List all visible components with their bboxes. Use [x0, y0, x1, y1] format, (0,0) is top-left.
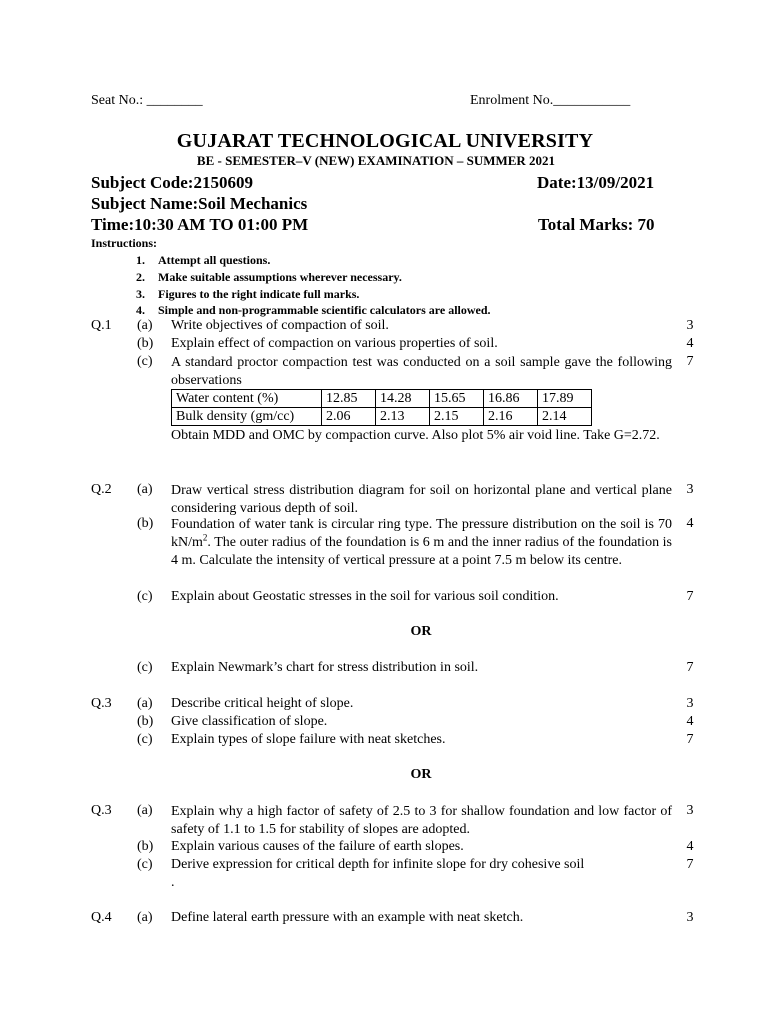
- question-marks: 3: [686, 696, 694, 711]
- question-marks: 7: [686, 732, 694, 747]
- question-text-trailing-dot: .: [171, 875, 175, 890]
- question-text: Obtain MDD and OMC by compaction curve. Also plot 5% air void line. Take G=2.72.: [171, 428, 660, 443]
- question-marks: 4: [686, 839, 694, 854]
- or-separator: OR: [410, 767, 432, 782]
- question-text: Explain about Geostatic stresses in the soil for various soil condition.: [171, 589, 559, 604]
- compaction-observations-table: [171, 389, 592, 426]
- question-marks: 3: [686, 482, 694, 497]
- question-marks: 3: [686, 803, 694, 818]
- table-cell: 2.06: [322, 408, 376, 426]
- question-text: Explain various causes of the failure of earth slopes.: [171, 839, 464, 854]
- sub-question-label: (c): [137, 589, 153, 604]
- sub-question-label: (b): [137, 516, 154, 531]
- question-text: Write objectives of compaction of soil.: [171, 318, 389, 333]
- table-cell: Bulk density (gm/cc): [172, 408, 322, 426]
- question-text: Derive expression for critical depth for infinite slope for dry cohesive soil: [171, 857, 585, 872]
- table-cell: 16.86: [484, 390, 538, 408]
- exam-title: BE - SEMESTER–V (NEW) EXAMINATION – SUMMER 2021: [196, 153, 556, 168]
- sub-question-label: (b): [137, 336, 154, 351]
- question-text: Foundation of water tank is circular ring type. The pressure distribution on the soil is 70 $kN/m^2$. The outer radius of the foundation is 6 m and the inner radius of the foundation is 4 m. Calculate the intensity of vertical pressure at a point 7.5 m below its centre.: [171, 517, 672, 568]
- sub-question-label: (c): [137, 857, 153, 872]
- exam-date: Date:13/09/2021: [537, 173, 655, 192]
- question-marks: 7: [686, 660, 694, 675]
- question-marks: 4: [686, 516, 694, 531]
- or-separator: OR: [410, 624, 432, 639]
- question-text: Explain Newmark’s chart for stress distribution in soil.: [171, 660, 479, 675]
- sub-question-label: (c): [137, 660, 153, 675]
- sub-question-label: (b): [137, 839, 154, 854]
- question-number: Q.2: [91, 482, 112, 497]
- total-marks: Total Marks: 70: [538, 215, 655, 234]
- question-text: A standard proctor compaction test was conducted on a soil sample gave the following observations: [171, 355, 672, 388]
- table-row: [172, 390, 592, 408]
- sub-question-label: (a): [137, 803, 153, 818]
- table-row: [172, 408, 592, 426]
- question-marks: 7: [686, 589, 694, 604]
- question-text: Describe critical height of slope.: [171, 696, 354, 711]
- table-cell: Water content (%): [172, 390, 322, 408]
- table-cell: 14.28: [376, 390, 430, 408]
- question-text: Draw vertical stress distribution diagram for soil on horizontal plane and vertical plane considering various depth of soil.: [171, 483, 672, 516]
- sub-question-label: (a): [137, 696, 153, 711]
- sub-question-label: (c): [137, 732, 153, 747]
- table-cell: 2.13: [376, 408, 430, 426]
- table-cell: 15.65: [430, 390, 484, 408]
- sub-question-label: (a): [137, 482, 153, 497]
- seat-number-field: Seat No.: ________: [91, 93, 203, 108]
- question-marks: 3: [686, 910, 694, 925]
- table-cell: 2.14: [538, 408, 592, 426]
- table-cell: 12.85: [322, 390, 376, 408]
- question-marks: 3: [686, 318, 694, 333]
- question-marks: 7: [686, 354, 694, 369]
- table-cell: 2.15: [430, 408, 484, 426]
- table-cell: 17.89: [538, 390, 592, 408]
- question-marks: 4: [686, 336, 694, 351]
- question-number: Q.3: [91, 696, 112, 711]
- exam-time: Time:10:30 AM TO 01:00 PM: [91, 215, 309, 234]
- instruction-item: 4. Simple and non-programmable scientific calculators are allowed.: [136, 303, 491, 317]
- sub-question-label: (b): [137, 714, 154, 729]
- instruction-item: 2. Make suitable assumptions wherever necessary.: [136, 270, 402, 284]
- question-marks: 4: [686, 714, 694, 729]
- question-text: Explain effect of compaction on various properties of soil.: [171, 336, 498, 351]
- sub-question-label: (a): [137, 910, 153, 925]
- enrolment-number-field: Enrolment No.___________: [470, 93, 631, 108]
- subject-name: Subject Name:Soil Mechanics: [91, 194, 308, 213]
- instruction-item: 3. Figures to the right indicate full marks.: [136, 287, 360, 301]
- university-title: GUJARAT TECHNOLOGICAL UNIVERSITY: [176, 130, 594, 152]
- question-number: Q.3: [91, 803, 112, 818]
- question-text: Explain why a high factor of safety of 2.5 to 3 for shallow foundation and low factor of safety of 1.1 to 1.5 for stability of slopes are adopted.: [171, 804, 672, 837]
- sub-question-label: (c): [137, 354, 153, 369]
- instructions-heading: Instructions:: [91, 236, 158, 250]
- instruction-item: 1. Attempt all questions.: [136, 253, 271, 267]
- sub-question-label: (a): [137, 318, 153, 333]
- question-number: Q.4: [91, 910, 112, 925]
- question-text: Define lateral earth pressure with an example with neat sketch.: [171, 910, 524, 925]
- table-cell: 2.16: [484, 408, 538, 426]
- subject-code: Subject Code:2150609: [91, 173, 253, 192]
- question-text: Explain types of slope failure with neat sketches.: [171, 732, 446, 747]
- question-number: Q.1: [91, 318, 112, 333]
- question-marks: 7: [686, 857, 694, 872]
- question-text: Give classification of slope.: [171, 714, 328, 729]
